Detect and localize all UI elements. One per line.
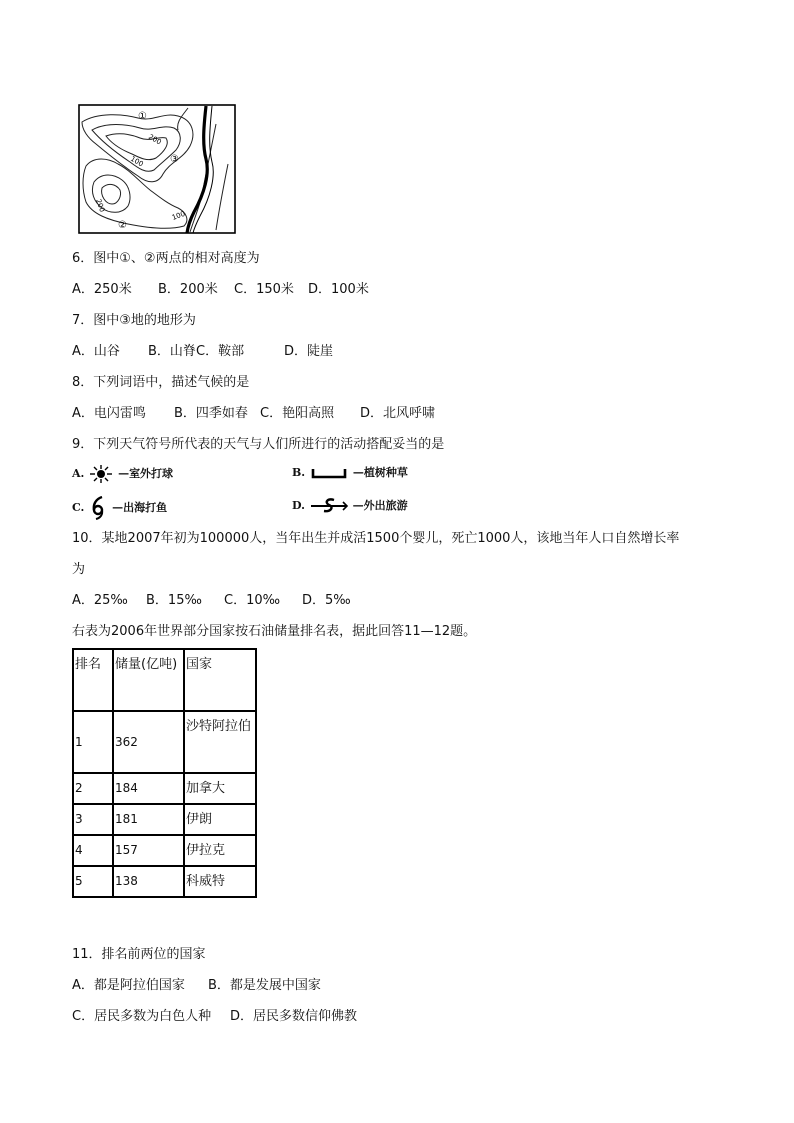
cell-rank: 2 [73, 773, 113, 804]
cell-reserves: 362 [113, 711, 184, 773]
question-11-options-row1 [72, 977, 321, 995]
oil-reserves-table [72, 648, 257, 898]
contour-map [78, 104, 236, 234]
table-row [73, 804, 256, 835]
cell-reserves: 157 [113, 835, 184, 866]
option-c[interactable]: C．10‰ [224, 593, 281, 608]
table-row [73, 866, 256, 897]
contour-label: 200 [147, 132, 163, 147]
typhoon-icon [88, 496, 108, 520]
contour-label: 100 [170, 209, 187, 222]
table-row [73, 711, 256, 773]
header-country: 国家 [184, 649, 256, 711]
map-point-3: ③ [170, 154, 179, 165]
option-d[interactable]: D．居民多数信仰佛教 [230, 1009, 358, 1024]
option-c[interactable]: C．150米 [234, 282, 294, 297]
contour-label: 200 [94, 197, 107, 214]
table-row [73, 835, 256, 866]
option-a[interactable]: A．电闪雷鸣 [72, 406, 146, 421]
option-c[interactable]: C．居民多数为白色人种 [72, 1009, 212, 1024]
cell-rank: 3 [73, 804, 113, 835]
question-8: 8．下列词语中，描述气候的是 [72, 375, 250, 390]
question-9: 9．下列天气符号所代表的天气与人们所进行的活动搭配妥当的是 [72, 437, 445, 452]
cell-country: 科威特 [184, 866, 256, 897]
question-10: 10．某地2007年初为100000人，当年出生并成活1500个婴儿，死亡1000人，该地当年人口自然增长率 [72, 531, 680, 546]
question-8-options [72, 405, 435, 423]
floating-dust-icon [309, 496, 349, 516]
option-c[interactable]: C．鞍部 [196, 344, 245, 359]
table-header-row [73, 649, 256, 711]
cell-reserves: 184 [113, 773, 184, 804]
cell-country: 伊拉克 [184, 835, 256, 866]
cell-rank: 4 [73, 835, 113, 866]
header-rank: 排名 [73, 649, 113, 711]
option-d[interactable]: D．陡崖 [284, 344, 334, 359]
option-b[interactable]: B．四季如春 [174, 406, 248, 421]
sun-icon [88, 465, 114, 483]
option-a[interactable]: A．山谷 [72, 344, 120, 359]
option-a[interactable]: A．25‰ [72, 593, 128, 608]
cell-country: 沙特阿拉伯 [184, 711, 256, 773]
sandstorm-icon [309, 465, 349, 481]
option-a[interactable]: A．250米 [72, 282, 132, 297]
question-7-options [72, 343, 333, 361]
question-10-continued: 为 [72, 562, 86, 577]
option-a[interactable]: A. —室外打球 [72, 465, 173, 483]
header-reserves: 储量(亿吨) [113, 649, 184, 711]
cell-country: 加拿大 [184, 773, 256, 804]
cell-rank: 5 [73, 866, 113, 897]
contour-label: 100 [129, 154, 145, 169]
option-d[interactable]: D．5‰ [302, 593, 351, 608]
cell-reserves: 181 [113, 804, 184, 835]
question-10-options [72, 592, 351, 610]
table-row [73, 773, 256, 804]
option-c[interactable]: C．艳阳高照 [260, 406, 335, 421]
cell-reserves: 138 [113, 866, 184, 897]
cell-country: 伊朗 [184, 804, 256, 835]
question-6: 6．图中①、②两点的相对高度为 [72, 251, 260, 266]
option-b[interactable]: B．15‰ [146, 593, 202, 608]
option-b[interactable]: B．200米 [158, 282, 218, 297]
question-11: 11．排名前两位的国家 [72, 947, 206, 962]
option-d[interactable]: D．100米 [308, 282, 369, 297]
table-intro: 右表为2006年世界部分国家按石油储量排名表，据此回答11—12题。 [72, 624, 477, 639]
cell-rank: 1 [73, 711, 113, 773]
question-6-options [72, 281, 369, 299]
map-point-1: ① [138, 111, 147, 122]
option-b[interactable]: B．山脊 [148, 344, 196, 359]
option-d[interactable]: D. —外出旅游 [292, 496, 408, 516]
option-a[interactable]: A．都是阿拉伯国家 [72, 978, 185, 993]
question-7: 7．图中③地的地形为 [72, 313, 196, 328]
option-c[interactable]: C. —出海打鱼 [72, 496, 167, 520]
option-b[interactable]: B. —植树种草 [292, 466, 408, 479]
option-b[interactable]: B．都是发展中国家 [208, 978, 321, 993]
question-11-options-row2 [72, 1008, 357, 1026]
map-point-2: ② [118, 220, 127, 231]
option-d[interactable]: D．北风呼啸 [360, 406, 436, 421]
